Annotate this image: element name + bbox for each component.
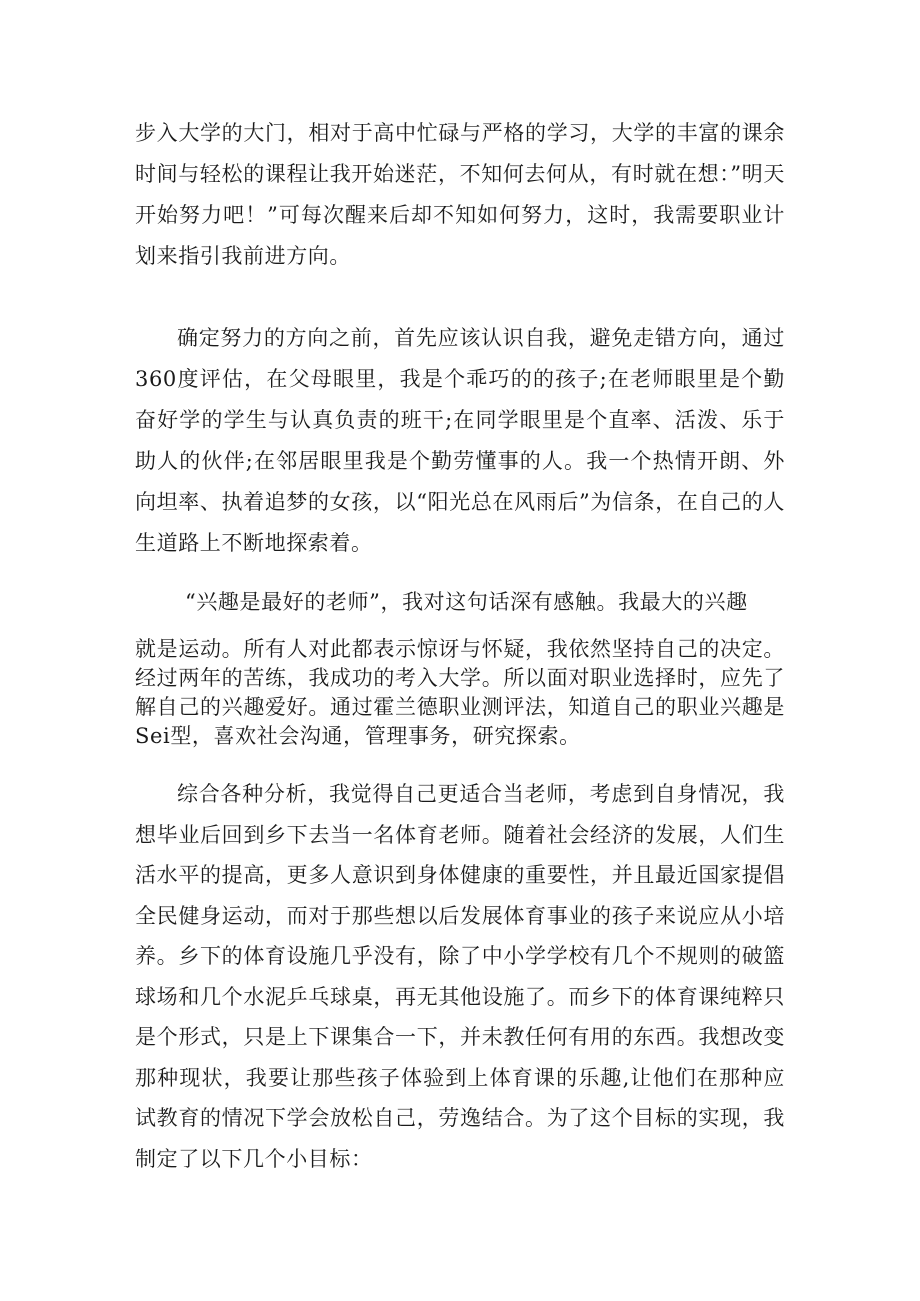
paragraph-interest-sports: 就是运动。所有人对此都表示惊讶与怀疑，我依然坚持自己的决定。经过两年的苦练，我成功的考入大学。所以面对职业选择时，应先了解自己的兴趣爱好。通过霍兰德职业测评法，知道自己的职业兴趣是Sei型，喜欢社会沟通，管理事务，研究探索。 <box>135 637 785 748</box>
paragraph-interest-quote: “兴趣是最好的老师”，我对这句话深有感触。我最大的兴趣 <box>185 590 748 614</box>
paragraph-college-confusion: 步入大学的大门，相对于高中忙碌与严格的学习，大学的丰富的课余时间与轻松的课程让我开始迷茫，不知何去何从，有时就在想：”明天开始努力吧！”可每次醒来后却不知如何努力，这时，我需要职业计划来指引我前进方向。 <box>135 121 785 268</box>
paragraph-self-assessment: 确定努力的方向之前，首先应该认识自我，避免走错方向，通过360度评估，在父母眼里，我是个乖巧的的孩子;在老师眼里是个勤奋好学的学生与认真负责的班干;在同学眼里是个直率、活泼、乐于助人的伙伴;在邻居眼里我是个勤劳懂事的人。我一个热情开朗、外向坦率、执着追梦的女孩，以“阳光总在风雨后”为信条，在自己的人生道路上不断地探索着。 <box>135 326 785 555</box>
paragraph-career-goal: 综合各种分析，我觉得自己更适合当老师，考虑到自身情况，我想毕业后回到乡下去当一名体育老师。随着社会经济的发展，人们生活水平的提高，更多人意识到身体健康的重要性，并且最近国家提倡全民健身运动，而对于那些想以后发展体育事业的孩子来说应从小培养。乡下的体育设施几乎没有，除了中小学学校有几个不规则的破篮球场和几个水泥乒乓球桌，再无其他设施了。而乡下的体育课纯粹只是个形式，只是上下课集合一下，并未教任何有用的东西。我想改变那种现状，我要让那些孩子体验到上体育课的乐趣,让他们在那种应试教育的情况下学会放松自己，劳逸结合。为了这个目标的实现，我制定了以下几个小目标： <box>135 782 785 1171</box>
